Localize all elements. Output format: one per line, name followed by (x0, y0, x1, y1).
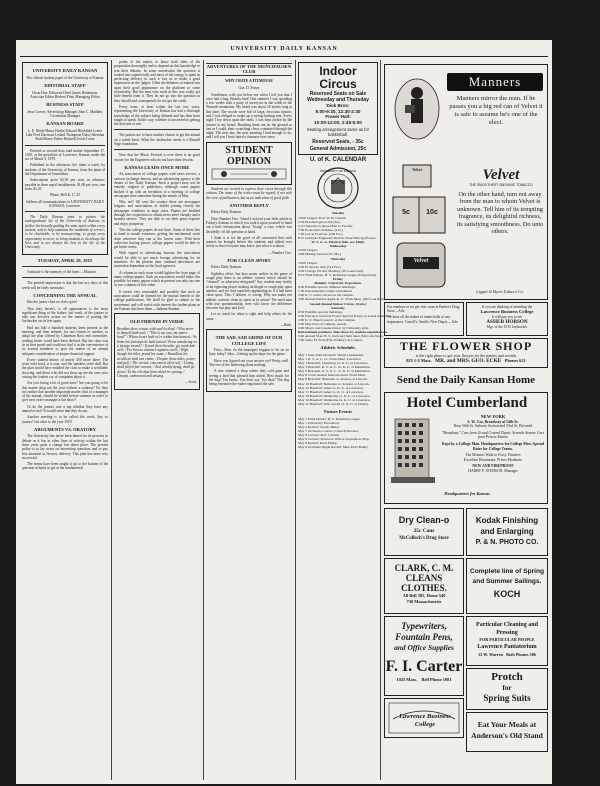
divider (114, 149, 200, 150)
velvet-cans (389, 161, 451, 297)
pantatorium-line: FOR PARTICULAR PEOPLE (479, 637, 535, 642)
calendar-entry: Second Annual Indoor Circus. (Gym.) (309, 301, 367, 306)
calendar-entry: 10:00 Chapel. (298, 260, 318, 265)
paragraph: Another meeting is to be called this week. Say so juniors! Get alive to the year 1915! (22, 415, 108, 424)
column-2 (114, 60, 200, 780)
calendar-entry: Holiday: University Exposition. (314, 281, 362, 286)
paragraph: This the college papers do not have. Some of them live in hand to mouth existence, getting the mechanical work done wherever they can at the lowest rates. With their collective buying power, college papers would be able to get better terms. (114, 227, 200, 250)
business-college-name: Lawrence Business College (399, 713, 451, 728)
paragraph: Dear Number Two: Tassel-I noticed your little article in Friday's Kansan in which you took it upon yourself to hand out a little information about "fixing" a case, which was decidedly off the question at hand. (206, 216, 292, 234)
calendar-entry: 3-4 Chancellor's Open Hour to Faculty. (298, 223, 354, 228)
flower-shop-title: THE FLOWER SHOP (399, 339, 533, 353)
protch-name: Protch (491, 671, 523, 683)
protch-ad (466, 668, 548, 710)
calendar-entry: 8:15 Final Debate, H. S. Debating League (Chapel hall). (298, 272, 377, 277)
issue-date: TUESDAY, APRIL 20, 1915 (37, 257, 93, 263)
circus-line: 8:00-9:30, 12:30-2:30 (315, 108, 361, 114)
paragraph: With regard to advertising bureaus the association would be able to get much foreign advertising for its members. At the present time, national advertisers are somewhat dependent on the local agencies. (114, 251, 200, 269)
divider (22, 277, 108, 278)
athletic-entry: May 19 Baseball: Oklahoma vs. K. U. at Lawrence. (298, 397, 371, 402)
future-events-head: Future Events (324, 409, 352, 415)
paper-subtitle: The official student paper of the University of Kansas (26, 76, 104, 80)
typewriters-ad (384, 616, 464, 696)
pantatorium-phone: Both Phones 506 (506, 652, 536, 657)
anderson-line: Eat Your Meals at (477, 720, 537, 729)
article-headline: KANSAS LEADS ONCE MORE (124, 164, 190, 170)
sailings-line: Complete line of Spring (470, 568, 544, 575)
article-headline: ADVENTURES OF THE MUNCHAUSEN CLUB (206, 64, 292, 75)
future-event-entry: May 1 University Exposition. (298, 420, 340, 425)
hotel-line: NEW AND FIREPROOF (472, 464, 514, 469)
kodak-finishing-ad (466, 508, 548, 556)
clark-address: 730 Massachusetts (406, 599, 442, 604)
calendar-entry: Wednesday (329, 244, 347, 249)
athletic-entry: May 15 Baseball: Ames vs. K. U. at Lawrence. (298, 389, 364, 394)
student-opinion-box (206, 142, 292, 185)
sad-grind-box (206, 329, 292, 391)
calendar-entry: 7:30 Cercle Francais. (106 Fra.) (298, 231, 343, 236)
calendar-entry: Saturday (331, 305, 345, 310)
divider (114, 129, 200, 130)
kodak-title: and Enlarging (480, 527, 534, 536)
divider (25, 145, 105, 146)
article-headline: ANOTHER REPLY (229, 202, 269, 208)
athletic-entry: May 1 K. S. A. C. vs. Track Meet, Lawrence. (298, 356, 362, 361)
calendar-entry: 4:00 Mayor and Greeks Dance by University girls. (298, 326, 369, 331)
calendar-entry: 9:30 Exhibits open in different buildings. (298, 285, 356, 290)
calendar-entry: Refreshment pavilions. Side shows by student organizations. (298, 330, 388, 335)
column-rule (295, 60, 296, 780)
quote: Gratitude is the memory of the heart.—Massieu. (27, 269, 97, 274)
column-1 (22, 60, 108, 780)
pantatorium-name: Lawrence Pantatorium (477, 644, 537, 650)
poem-signature: —Scott. (185, 380, 197, 385)
paragraph: It seems very reasonable and possible that such an association could be formed for the mutual benefit of the college publications. We shall be glad to submit to the movement, and will watch with interest the further plans as the Kansan discloses them.—Indiana Student. (114, 289, 200, 311)
velvet-tobacco-ad (384, 64, 548, 300)
future-event-entry: May 1 Final Debate: H. S. Debating League. (298, 416, 361, 421)
phone-notice: Phone, Bell K. U. 25 (49, 193, 81, 198)
asher-line: It will pay you to see (491, 314, 523, 319)
paragraph: Now that the Music Festival is over there is no good excuse for the Engineers who do not have their lessons. (114, 153, 200, 162)
subscription-notice: Subscription price $2.50 per year, in advance; payable in three equal installments; $1.00 per year; one term, $1.25. (25, 178, 105, 191)
calendar-entry: 7:30 Economics Seminar. (Lib.) (298, 227, 343, 232)
pantatorium-line: Particular Cleaning and Pressing (476, 622, 538, 636)
calendar-title: U. of K. CALENDAR (309, 157, 367, 164)
asher-name: ASHER HOBSON (486, 318, 528, 325)
asher-school: Lawrence Business College (480, 309, 534, 315)
hotel-details (441, 415, 545, 474)
paragraph: Every team, at least within the last few years, representing the University of Kansas has had a thorough knowledge of the subject being debated and has then been taught to speak. In this way, whether it succeeded in getting the decision or not. (114, 104, 200, 127)
calendar-entry: 2:00 K. U. band concert on the campus. (298, 293, 354, 298)
notice: For numbers or set get visit cases at Barber's Drug Store—Adv. (387, 305, 460, 314)
circus-line: Wednesday and Thursday (307, 97, 369, 103)
future-event-entry: May 8 Graduate Organ Recital: Miss Pearl Bailey. (298, 445, 369, 450)
masthead-rule (20, 56, 548, 57)
paragraph: Every student knows of nearly 300 more there. The seats were hard, it is true, and the speakers were dull. But the plan would have enabled the class to make a creditable showing, and those who did not show up are the ones now raising the loudest cry of complaint about it. (22, 357, 108, 379)
hotel-line: Near 50th St. Subway Station and 53rd St. Elevated (453, 424, 533, 429)
address-notice: Address all communications to UNIVERSITY DAILY KANSAN, Lawrence. (25, 199, 105, 208)
future-event-entry: May 7 Orchestra concert. Council Election. (298, 428, 359, 433)
hotel-cumberland-ad (384, 392, 548, 504)
velvet-sub: THE SMOOTHEST SMOKING TOBACCO (469, 183, 533, 187)
paragraph: An association of college papers with news service, a cartoon exchange bureau, and an advertising agency is the dream of the Daily Kansan. Such a project may not be entirely original to publishers, although some papers backed it up with an invitation to a meeting of college newspaper men sometime during the month of May. (114, 172, 200, 198)
clark-line: CLOTHES. (401, 583, 447, 593)
article-headline: FOR CLEAN SPORT (227, 258, 271, 264)
calendar-entry: 4:00 El Ateneo club (114 Fra.) (298, 264, 341, 269)
clark-cleaners-ad (384, 558, 464, 614)
article-headline: ARGUMENTS VS. ORATORY (34, 426, 96, 432)
dry-clean-ad (384, 508, 464, 556)
pantatorium-address: 12 W. Warren (478, 652, 503, 657)
calendar-entry: 8:30 Exhibits open in buildings. (298, 309, 343, 314)
calendar-entry: 4:30 College Faculty Meeting. (05 Green hall). (298, 268, 364, 273)
paragraph: The teams have been taught to go to the bottom of the question at hand, to get at the fundamental (22, 462, 108, 471)
article-subhead: WHY I HATE A TITMOUSE (225, 78, 273, 83)
paragraph: Has the junior class no class spirit? (27, 300, 78, 305)
hotel-line: Excellent Restaurant. Prices Moderate (463, 457, 523, 462)
typewriters-phone: Bell Phone 1081 (421, 677, 452, 682)
circus-line: 10:00-12:00, 2:45-5:00 (314, 119, 362, 125)
anderson-line: Anderson's Old Stand (471, 731, 543, 740)
calendar-entry: 2:30 Entomological club (Sn.) (298, 219, 341, 224)
athletic-schedule-head: Athletic Schedule. (320, 345, 356, 351)
clark-line: CLEANS (405, 573, 443, 583)
kodak-company: P. & N. PHOTO CO. (475, 539, 539, 546)
joke: Fritz—How do the managers happen to be on so busy today? Jake—Getting up the dope for the game. (209, 348, 289, 357)
hotel-line: "Broadway" Cars from Grand Central Depot. Seventh Avenue Cars from Penn'a Station (441, 430, 545, 440)
entered-notice: Entered as second-class mail matter September 17, 1910, at the postoffice at Lawrence, Kansas, under the act of March 3, 1879. (25, 148, 105, 162)
byline: Gus. D. Fraser (238, 86, 260, 91)
column-rule (380, 60, 381, 780)
sailings-line: and Summer Sailings. (472, 578, 542, 585)
dry-clean-price: 25c Cans (413, 528, 435, 534)
paragraph: Sightless effort, but how many realize in the game of rough play there is an athletic contest which should be "cleaned" or otherwise mitigated? Any student may testify to an opposing player making an illegal or rough play upon another, and we find ourselves applauding as if it had been clean sport. This, I believe, is wrong. Why not make our athletic contests clean in spirit as in action? We need men with true sportsmanship, men who know the difference between fair play and foul. (206, 271, 292, 311)
athletic-entry: May 1 Baseball. Lindsborg vs. K. U. at Lawrence. (298, 361, 369, 366)
calendar-entry: 2:00 K. U. Band Concert on the Campus. (298, 317, 356, 322)
calendar-entry: 3:00 May Fete on Campus, parade. (298, 322, 348, 327)
typewriters-line: Fountain Pens, (395, 632, 453, 642)
column-3 (206, 60, 292, 780)
column-rule (203, 60, 204, 780)
hotel-building-illustration (389, 415, 437, 485)
editorial-staff: Oscar Hoe, Editor-in-Chief James Hoskinson, Associate Editor Herbert Flint, Managing Editor (30, 90, 100, 99)
clark-name: CLARK, C. M. (394, 563, 454, 573)
calendar-entry: 7:00 Santa Fe Trail (Fife-Widney) on Campus. (298, 338, 364, 343)
opinion-note: Students are invited to express their views through this column. The name of the writer must be signed, if not with the view of publication, but as an indication of good faith. (206, 187, 292, 200)
flower-shop-ad (384, 338, 548, 368)
asher-hobson-ad (466, 302, 548, 336)
business-staff-head: BUSINESS STAFF (46, 102, 84, 108)
athletic-entry: May 12 Baseball: Ames vs. K. U. at Lawrence. (298, 385, 364, 390)
circus-line: Seating arrangement same as for basketball. (306, 127, 370, 138)
column-rule (111, 60, 112, 780)
poem-text: Breathes there a man, with soul so dead, / Who never to himself hath said, / "This is my own, my native land!" / Whose heart hath ne'er within him burned, / As home his footsteps he hath turned / From wandering on a foreign strand? / If such there breathe, go, mark him well; / For him no minstrel raptures swell; / High though his titles, proud his name, / Boundless his wealth as wish can claim; / Despite those titles, power and pelf, / The wretch, concentred all in self, / Living, shall forfeit fair renown, / And, doubly dying, shall go down / To the vile dust from which he sprung, / Unwept, unhonored and unsung. (117, 326, 197, 378)
dry-clean-title: Dry Clean-o (398, 515, 450, 525)
paragraph: Are you losing a lot of good ones? Are you going to let this matter drop out the year without a solution? Do they not realize that another important matter, that of a manager of the annual, should be settled before summer in order to give next year's manager a fair show? (22, 381, 108, 403)
calendar-entry: W. S. G. A. Election (Mu. sec. Hall). (311, 240, 365, 245)
paragraph: I think it is for the good of all concerned that such matters be brought before the students and talked over freely so that everyone may know just what it is about. (206, 235, 292, 249)
sad-grind-headline: THE SAD, SAD GRIND OF OUR COLLEGE LIFE (215, 335, 283, 346)
opinion-illustration (210, 167, 288, 181)
velvet-can-label: Velvet (412, 167, 422, 172)
protch-line: for (502, 684, 512, 692)
indoor-circus-ad (298, 62, 378, 155)
circus-line: Dick Bros: (326, 103, 350, 108)
anderson-ad (466, 712, 548, 752)
poem-box (114, 313, 200, 389)
hotel-line: Kept by a College Man. Headquarters for College Men. Special Rates for College Teams. (441, 441, 545, 451)
typewriters-line: Typewriters, (401, 621, 447, 631)
flower-shop-address: 825 1-2 Mass. (406, 358, 432, 363)
paragraph: Or do the juniors care a rap whether they have any annual or not? It would seem that they do not. (22, 404, 108, 414)
future-event-entry: May 8 Recital: Pearl Emley. (298, 441, 338, 446)
letter-signature: —Number Two. (268, 250, 292, 255)
athletic-entry: May 6 Baseball. K. S. A. C. vs. K. U. at Manhattan. (298, 369, 371, 374)
small-notices (384, 302, 464, 336)
clark-phone: All Bell 385, Home 540 (402, 593, 446, 598)
athletic-entry: May 21 Baseball: Wm. Jewell vs. K. U. at Liberty. (298, 402, 369, 407)
hotel-title: Hotel Cumberland (406, 395, 528, 411)
athletic-entry: May 3 Baseball, K. S. A. C. vs. K. U. at Manhattan. (298, 365, 371, 370)
business-college-ad (384, 698, 464, 738)
letter-signature: —Ruth. (280, 323, 292, 328)
paper-info-box (22, 62, 108, 255)
published-notice: Published in the afternoon five times a week, by students of the University of Kansas, from the plant of the Department of Journalism. (25, 163, 105, 177)
future-event-entry: May 4 Recital: Gladys Henry. (298, 424, 340, 429)
hotel-city: NEW YORK (480, 414, 506, 419)
paragraph: Let us stand for what is right and help others do the same. (206, 312, 292, 321)
article-headline: CONCERNING THE ANNUAL (33, 292, 97, 298)
joke: A teas entered a shop where they sold guns and seeing a bird that pleased him asked: How much for the dog? Ten bucks. You don't say. Too dear? The dog being extensive the trader negotiated the sale. (209, 369, 289, 387)
velvet-jar-label: Velvet (413, 258, 429, 264)
athletic-entry: May 1 State Interscholastic Tennis tournament. (298, 352, 364, 357)
calendar-entry: 10:00 Chapel. (298, 248, 318, 253)
hotel-line: Ten Minutes Walk to Forty Theatres (465, 453, 521, 458)
circus-line: Fraser Hall: (325, 114, 351, 120)
paper-title: UNIVERSITY DAILY KANSAN (32, 68, 98, 73)
circus-price: Reserved Seats, - 35c (312, 139, 364, 146)
typewriters-address: 1025 Mass. (396, 677, 418, 682)
athletic-entry: May 18 Baseball: Oklahoma vs. K. U. at Lawrence. (298, 393, 371, 398)
athletic-entry: May 10 Baseball: Nebraska vs. Kansas, at Lincoln. (298, 381, 370, 386)
flower-shop-line: is the right place to get your flowers for the parties and recitals (415, 353, 517, 358)
kansan-board-head: KANSAN BOARD (46, 121, 84, 127)
paragraph: Editor Daily Kansan: (211, 265, 242, 270)
hotel-line: S. W. Cor. Broadway at 54th St. (467, 419, 519, 424)
sailings-store: KOCH (493, 589, 521, 599)
paragraph: The University has never been famed for its prowess in debate as it has in other lines of activity within the last three years quite a change has taken place. The present policy is to lay stress on interesting questions and to pay less attention to flowery delivery. This plan has been very successful. (22, 434, 108, 460)
circus-line: Reserved Seats on Sale (309, 91, 367, 97)
notice: We have all the makes of tennis balls of any importance, Carroll's, Smith's New Depot.—Adv. (387, 315, 459, 324)
column-4 (298, 60, 392, 780)
calendar-entry: 8:15 Graduate Engineers Recital, Elsie Helwig (Fraser). (298, 236, 377, 241)
velvet-text: On the other hand, turn not away from the man to whom Velvet is unknown. Tell him of its tempting fragrance, its delightful richness, its satisfying smoothness. Do unto others. (456, 191, 544, 236)
calendar-entry: 5:00 Annual State H. S. track and field meet (McCook field). (298, 334, 384, 339)
paragraph: The general impression is that the last two days of this week will be fairly strenuous. (22, 281, 108, 290)
future-event-entry: May 8 Lecture: Professor Wilcox Sophomore Hop. (298, 436, 370, 441)
typewriters-name: F. I. Carter (385, 658, 463, 675)
kansan-board: L. E. Heide Henry Hoeke Edward Hirshfield Lester Lahr Fred Davisson Leland Thompson Daisy Sheridan Ruth Moore Esther Bodwell Jessie Lentz (25, 128, 105, 142)
paragraph: Why not? All over the country there are newspaper leagues, and associations of dailies joining closely the newspaper combines in large cities. Papers are enabled through the cooperation to obtain news more cheaply and a broader service. They are able to cut their great expense and enjoy prosperity. (114, 200, 200, 226)
manners-logo: Manners (447, 73, 543, 91)
divider (22, 266, 108, 267)
calendar-entry: 10:00 Chapel; Prof. W. H. Carruth. (298, 215, 347, 220)
future-event-entry: May 8 Lecture: Prof. Carruth. (298, 432, 340, 437)
joke: Have you figured out your answer yet? Pretty well. The rest of the bothering about nothing. (209, 358, 289, 368)
protch-line: Spring Suits (483, 693, 531, 703)
future-events (298, 417, 378, 450)
typewriters-line: and Office Supplies (394, 643, 454, 652)
circus-title: Indoor Circus (319, 64, 357, 91)
velvet-brand: Velvet (482, 167, 520, 183)
hotel-line: HARRY P. STIMSON, Manager (468, 468, 518, 473)
asher-line: Mgr. of the 1915 Jayhawker (486, 324, 528, 329)
calendar-entry: Thursday (330, 256, 346, 261)
price-10c: 10c (426, 209, 438, 216)
editorial-staff-head: EDITORIAL STAFF (44, 83, 86, 89)
price-5c: 5c (402, 209, 410, 216)
calendar-entry: 9:30 Fine Arts recital in Fraser. Special Friday by Greek dramatics. (298, 313, 392, 318)
paragraph: The juniors are to have another chance to get the annual on a stable basis. What the Jayhawker needs is a Russell Sage foundation. (114, 133, 200, 147)
kodak-title: Kodak Finishing (475, 516, 539, 525)
man-illustration (389, 69, 445, 157)
velvet-signature: Liggett & Myers Tobacco Co. (476, 289, 524, 294)
calendar-entry: Friday (332, 276, 344, 281)
flower-shop-phone: Phones 621 (504, 358, 526, 363)
calendar-entry: 3:00 Annual Kansas Aggie-K. U. Track Meet. (McCook field). (298, 297, 386, 302)
paragraph: Gentlemen, with you before me when I tell you that I once had a bug. Beastly bird! One summer I was spending a few weeks with a party of surveyors in the wilds of the Wasatch mountains. My beard was about 18 inches long at this time. The woods were full of large, ferocious titmice, and I was obliged to make up a strong-looking tent. Every night I lay down upon the earth, I was kept awake by the titmice in my beard. Brushing them out on the ground as fast as I could, their scratching claws continued through the night. The next day, the next morning I had enough to do, and I tell you I have hated a titmouse ever since. (206, 92, 292, 140)
divider (25, 211, 105, 212)
paragraph: That they haven't, is all appearances is the most significant thing of the failure, last week, of the juniors to take any decisive action on the matter of putting the Jayhawker on its feet again. (22, 306, 108, 324)
university-seal (298, 166, 378, 210)
athletic-entry: May 8 Track Annual Interscholastic Track Meet. (298, 373, 366, 378)
business-staff: Jesse Loeser, Advertising Manager John C. Madden, Circulation Manager (27, 109, 103, 118)
calendar-list (298, 211, 392, 343)
calendar-entry: 1:30 Interscholastic tennis tournament. (298, 289, 353, 294)
student-opinion-title: STUDENT OPINION (225, 144, 273, 167)
asher-line: If you are thinking of attending the (481, 305, 533, 309)
purpose-statement: The Daily Kansan aims to picture the undergraduate life of the University of Kansas; to further the broadly guiding the same spirit within every student, and to help maintain the standards of service; to be charitable; to be unsuspecting; to grasp every opportunity to serve; to bring students to do always the best, and to see always the best in the life of the University. (25, 215, 105, 250)
dry-clean-store: McColloch's Drug Store (399, 536, 449, 541)
calendar-entry: 4:00 Mining Journal (101 Ha.) (298, 252, 341, 257)
sailings-ad (466, 558, 548, 614)
paragraph: Had not half a hundred students been present at the meeting, and then refused, for one reason or another, to adopt the plan offered by Chairman Ross and committee, nothing better could have been devised. But the class was in its best mood and could not find it in the convenience of its several members to give the matter of an annual adequate consideration or proper financial support. (22, 325, 108, 356)
pantatorium-ad (466, 616, 548, 666)
masthead: UNIVERSITY DAILY KANSAN (230, 46, 338, 52)
newspaper-page (16, 40, 552, 784)
calendar-entry: Tuesday (331, 211, 345, 216)
send-home-banner: Send the Daily Kansan Home (396, 374, 536, 386)
paragraph: Editor Daily Kansan: (211, 210, 242, 215)
paragraph: A column in each issue would lighten the front page of many college papers. Such an association would make this possible for many papers which at present can only use one or two columns of this value. (114, 270, 200, 288)
circus-price: General Admission, 25c (309, 145, 367, 152)
manners-text: Manners mirror the man. If he passes you a big red can of Velvet it is safe to assume he's one of the elect. (449, 95, 543, 126)
athletic-entry: May 8 Baseball: Nebraska vs. Kansas, at Lincoln. (298, 377, 368, 382)
hotel-line: Headquarters for Kansas (444, 491, 490, 496)
paragraph: points of the matter, to know both sides of the proposition thoroughly and to depend on this knowledge to win their debates. In some universities the question is looked into superficially and most of the energy is spent in perfecting delivery in such a way as to make a good impression on the judges. Often the debaters so trained win upon their good appearance on the platform or some technicality. But the men who work in this way really get little benefit from it. They do not go into the question as they should and consequently do not get the credit. (114, 60, 200, 103)
seal-text: UNIVERSITY OF KANSAS (320, 169, 356, 174)
flower-shop-owner: MR. and MRS. GEO. ECKE (435, 358, 502, 364)
athletic-schedule (298, 353, 378, 406)
poem-headline: OLD FRIENDS IN VERSE (130, 319, 184, 325)
